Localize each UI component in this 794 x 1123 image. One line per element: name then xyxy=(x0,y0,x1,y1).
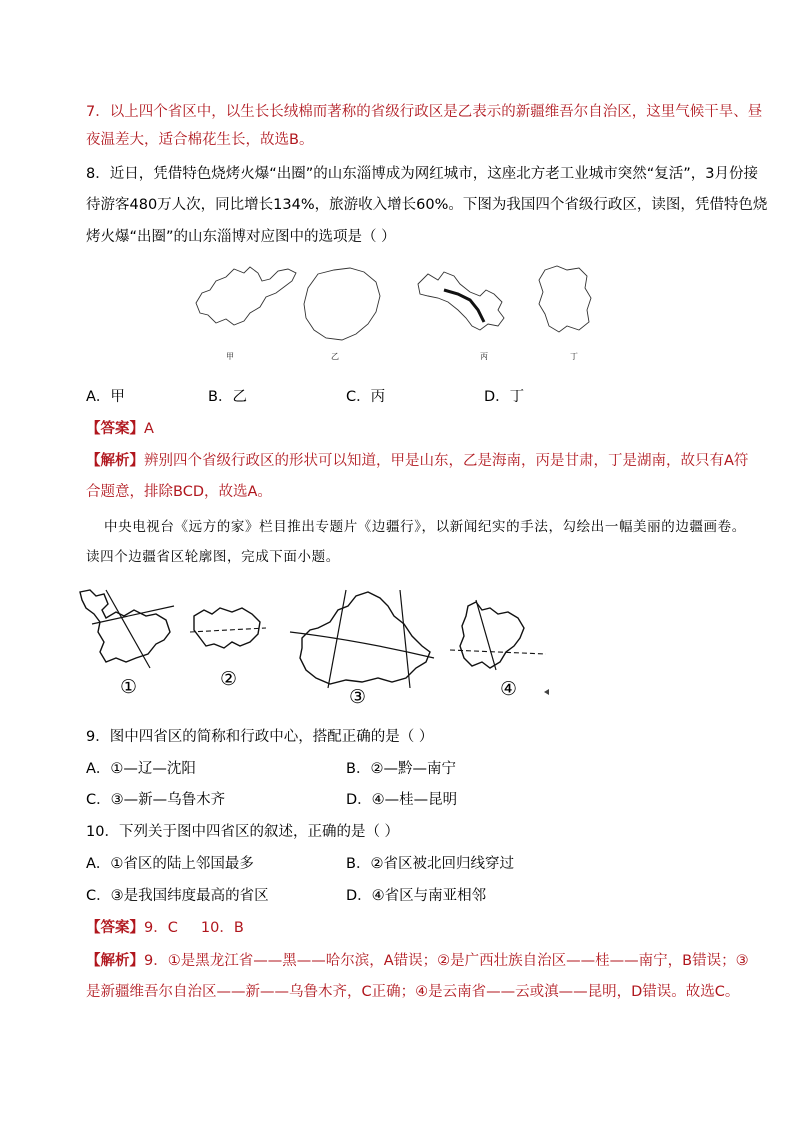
intro-line-2: 读四个边疆省区轮廓图，完成下面小题。 xyxy=(86,549,340,565)
province-outline-gansu xyxy=(414,266,510,336)
q8-stem-line-1: 8．近日，凭借特色烧烤火爆“出圈”的山东淄博成为网红城市，这座北方老工业城市突然“复活”，3月份接 xyxy=(86,166,758,182)
analysis-9-text-1: 9．①是黑龙江省——黑——哈尔滨，A错误；②是广西壮族自治区——桂——南宁，B错误；③ xyxy=(144,953,749,969)
answer-9-10-tag: 【答案】 xyxy=(86,920,144,936)
small-triangle-mark xyxy=(544,689,550,695)
q9-stem: 9．图中四省区的简称和行政中心，搭配正确的是（ ） xyxy=(86,729,434,745)
answer-9-10-line xyxy=(86,917,244,939)
analysis-9-line-2: 是新疆维吾尔自治区——新——乌鲁木齐，C正确；④是云南省——云或滇——昆明，D错误。故选C。 xyxy=(86,984,740,1000)
caption-jia: 甲 xyxy=(226,352,234,361)
analysis-9-line-1 xyxy=(86,950,749,972)
province-outline-hainan xyxy=(300,266,384,342)
q9-option-d: D．④—桂—昆明 xyxy=(346,792,458,808)
province-outline-hunan xyxy=(535,264,595,334)
q8-analysis-text-1: 辨别四个省级行政区的形状可以知道，甲是山东，乙是海南，丙是甘肃，丁是湖南，故只有A符 xyxy=(144,453,749,469)
q8-option-c: C．丙 xyxy=(346,389,386,405)
q10-option-c: C．③是我国纬度最高的省区 xyxy=(86,888,269,904)
q8-answer-line xyxy=(86,418,154,440)
q9-option-a: A．①—辽—沈阳 xyxy=(86,761,196,777)
map-label-4: ④ xyxy=(500,678,518,700)
q10-option-b: B．②省区被北回归线穿过 xyxy=(346,856,514,872)
q8-stem-line-3: 烤火爆“出圈”的山东淄博对应图中的选项是（ ） xyxy=(86,229,396,245)
q8-option-b: B．乙 xyxy=(208,389,247,405)
q8-option-d: D．丁 xyxy=(484,389,525,405)
caption-ding: 丁 xyxy=(570,352,578,361)
province-outline-shandong xyxy=(192,263,302,329)
q7-explain-line-2: 夜温差大，适合棉花生长，故选B。 xyxy=(86,132,314,148)
q8-analysis-tag: 【解析】 xyxy=(86,453,144,469)
map-label-2: ② xyxy=(220,668,238,690)
caption-bing: 丙 xyxy=(480,352,488,361)
q8-option-a: A．甲 xyxy=(86,389,125,405)
answer-9-10-text: 9．C 10．B xyxy=(144,920,244,936)
map-xinjiang xyxy=(288,588,436,688)
q9-option-c: C．③—新—乌鲁木齐 xyxy=(86,792,226,808)
analysis-9-tag: 【解析】 xyxy=(86,953,144,969)
q8-stem-line-2: 待游客480万人次，同比增长134%，旅游收入增长60%。下图为我国四个省级行政区，读图，凭借特色烧 xyxy=(86,197,768,213)
q10-stem: 10．下列关于图中四省区的叙述，正确的是（ ） xyxy=(86,824,400,840)
map-label-3: ③ xyxy=(349,686,367,708)
q8-analysis-line-2: 合题意，排除BCD，故选A。 xyxy=(86,484,272,500)
map-guangxi xyxy=(188,602,268,656)
q10-option-d: D．④省区与南亚相邻 xyxy=(346,888,487,904)
q9-option-b: B．②—黔—南宁 xyxy=(346,761,456,777)
q7-explain-line-1: 7．以上四个省区中，以生长长绒棉而著称的省级行政区是乙表示的新疆维吾尔自治区，这里气候干旱、昼 xyxy=(86,104,763,120)
caption-yi: 乙 xyxy=(331,352,339,361)
map-yunnan xyxy=(448,600,548,676)
map-label-1: ① xyxy=(120,676,138,698)
intro-line-1: 中央电视台《远方的家》栏目推出专题片《边疆行》，以新闻纪实的手法，勾绘出一幅美丽的边疆画卷。 xyxy=(104,519,746,535)
q8-analysis-line-1 xyxy=(86,450,748,472)
q8-answer-value: A xyxy=(144,421,154,437)
q8-answer-tag: 【答案】 xyxy=(86,421,144,437)
map-heilongjiang xyxy=(76,588,176,672)
q10-option-a: A．①省区的陆上邻国最多 xyxy=(86,856,254,872)
